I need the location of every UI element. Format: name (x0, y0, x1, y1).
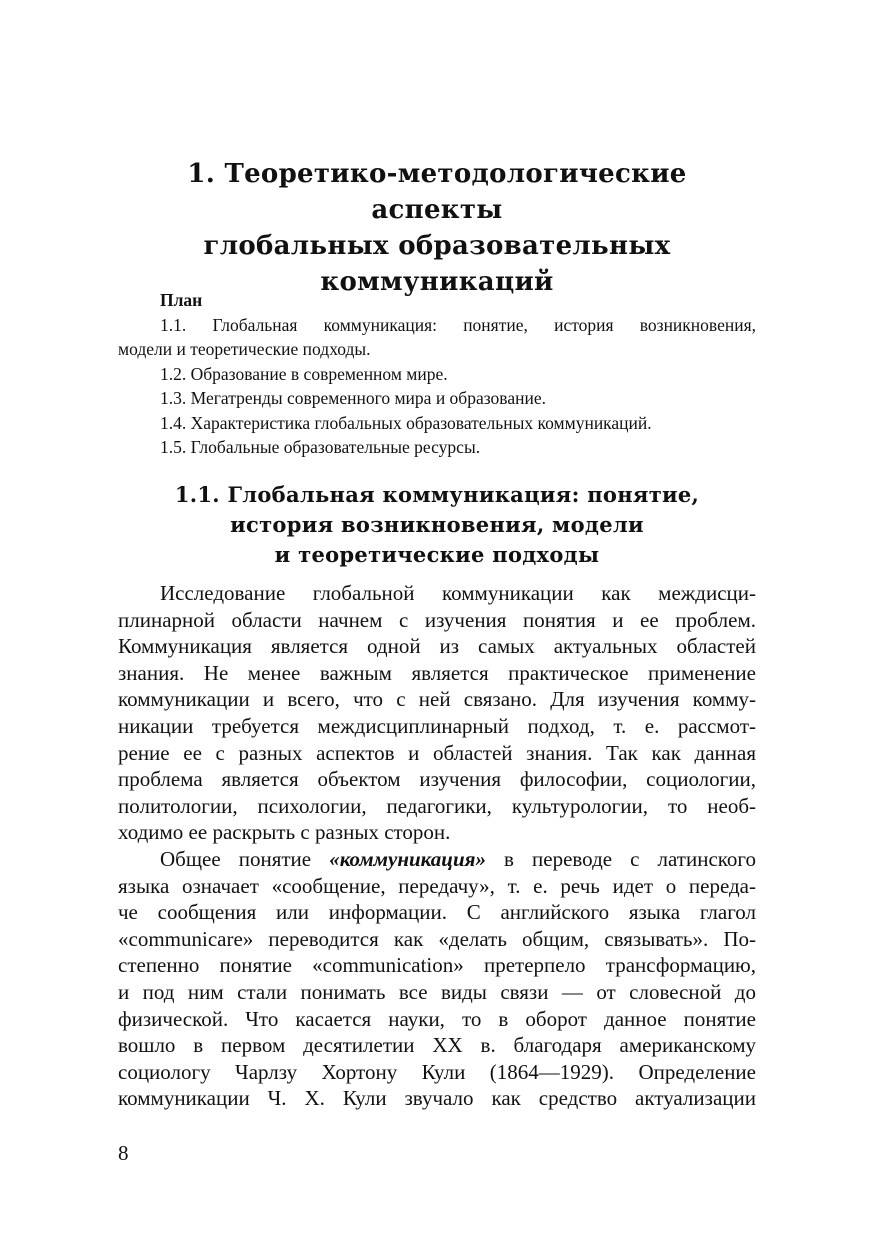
plan-item: 1.2. Образование в современном мире. (160, 363, 448, 384)
text-line: вошло в первом десятилетии XX в. благодаря американскому (118, 1033, 756, 1058)
plan-heading: План (160, 290, 203, 310)
text-line (118, 846, 756, 873)
section-title-line: 1.1. Глобальная коммуникация: понятие, (174, 482, 700, 507)
text-line: знания. Не менее важным является практическое применение (118, 660, 756, 685)
term-communication: «коммуникация» (329, 846, 486, 871)
chapter-title-line: 1. Теоретико-методологические аспекты (187, 159, 687, 225)
text-line: языка означает «сообщение, передачу», т. е. речь идет о переда- (118, 873, 756, 898)
body-text (118, 580, 756, 1112)
text-line: никации требуется междисциплинарный подход, т. е. рассмот- (118, 713, 756, 738)
text-line: степенно понятие «communication» претерпело трансформацию, (118, 953, 756, 978)
text-line: ходимо ее раскрыть с разных сторон. (118, 820, 451, 845)
text-line: че сообщения или информации. С английского языка глагол (118, 900, 756, 925)
text-line: «communicare» переводится как «делать общим, связывать». По- (118, 926, 756, 951)
text-line: и под ним стали понимать все виды связи — от словесной до (118, 979, 756, 1004)
text-line: Исследование глобальной коммуникации как междисци- (160, 581, 756, 605)
text-line: плинарной области начнем с изучения понятия и ее проблем. (118, 607, 756, 632)
section-title (118, 480, 756, 570)
plan-block (118, 288, 756, 460)
chapter-title-line: глобальных образовательных (203, 231, 671, 261)
text-line: физической. Что касается науки, то в оборот данное понятие (118, 1006, 756, 1031)
section-title-line: и теоретические подходы (274, 542, 600, 567)
text-line: коммуникации Ч. Х. Кули звучало как средство актуализации (118, 1086, 756, 1111)
text-fragment: Общее понятие (160, 846, 330, 871)
chapter-title (118, 156, 756, 300)
text-line: Коммуникация является одной из самых актуальных областей (118, 634, 756, 659)
text-line: проблема является объектом изучения философии, социологии, (118, 767, 756, 792)
paragraph-1 (118, 580, 756, 846)
paragraph-2 (118, 846, 756, 1112)
chapter-title-line: коммуникаций (320, 267, 554, 297)
plan-item: 1.5. Глобальные образовательные ресурсы. (160, 437, 481, 457)
page-number: 8 (118, 1141, 129, 1165)
section-title-line: история возникновения, модели (230, 512, 644, 537)
plan-item-continuation: модели и теоретические подходы. (118, 339, 371, 359)
text-fragment: в переводе с латинского (485, 846, 756, 871)
plan-item: 1.3. Мегатренды современного мира и образование. (160, 388, 546, 408)
text-line: коммуникации и всего, что с ней связано. Для изучения комму- (118, 687, 756, 712)
plan-item: 1.4. Характеристика глобальных образовательных коммуникаций. (160, 412, 652, 433)
plan-item (118, 313, 756, 338)
plan-item-text: 1.1. Глобальная коммуникация: понятие, история возникновения, (160, 314, 756, 335)
text-line: рение ее с разных аспектов и областей знания. Так как данная (118, 740, 756, 765)
text-line: социологу Чарлзу Хортону Кули (1864—1929). Определение (118, 1059, 756, 1084)
text-line: политологии, психологии, педагогики, культурологии, то необ- (118, 793, 756, 818)
